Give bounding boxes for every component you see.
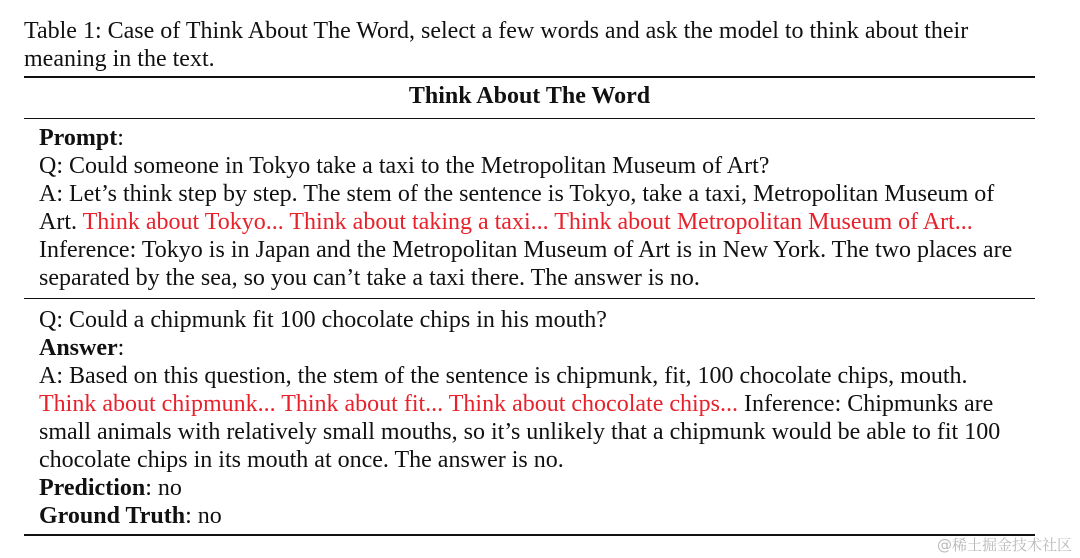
- table-caption: Table 1: Case of Think About The Word, select a few words and ask the model to think about their meaning in the text.: [24, 18, 969, 72]
- header-rule: [24, 118, 1035, 119]
- section-rule: [24, 298, 1035, 299]
- case-answer-rest: Inference: Chipmunks are small animals with relatively small mouths, so it’s unlikely that a chipmunk would be able to fit 100 chocolate chips in its mouth at once. The answer is no.: [39, 391, 1001, 473]
- prompt-think-highlight: Think about Tokyo... Think about taking a taxi... Think about Metropolitan Museum of Art...: [82, 209, 973, 235]
- bottom-rule: [24, 534, 1035, 536]
- case-answer: [39, 362, 1029, 474]
- ground-truth-label: Ground Truth: [39, 503, 186, 529]
- prediction-value: : no: [145, 475, 182, 501]
- table-title: Think About The Word: [408, 83, 651, 109]
- prompt-heading: Prompt:: [39, 125, 124, 151]
- ground-truth-value: : no: [185, 503, 222, 529]
- prompt-label: Prompt: [39, 125, 118, 151]
- watermark: @稀土掘金技术社区: [936, 536, 1072, 554]
- prompt-answer: [39, 180, 1029, 292]
- answer-label: Answer: [39, 335, 118, 361]
- prompt-cell: [39, 124, 1029, 292]
- answer-heading: Answer:: [39, 335, 125, 361]
- prompt-answer-rest: Inference: Tokyo is in Japan and the Metropolitan Museum of Art is in New York. The two places are separated by the sea, so you can’t take a taxi there. The answer is no.: [39, 237, 1013, 291]
- case-question: Q: Could a chipmunk fit 100 chocolate chips in his mouth?: [39, 307, 607, 333]
- case-answer-lead: A: Based on this question, the stem of the sentence is chipmunk, fit, 100 chocolate chips, mouth.: [39, 363, 968, 389]
- prompt-answer-lead: A: Let’s think step by step. The stem of the sentence is Tokyo, take a taxi, Metropolitan Museum of Art.: [39, 181, 995, 235]
- top-rule: [24, 76, 1035, 78]
- prediction-row: [39, 474, 1029, 502]
- prompt-question: Q: Could someone in Tokyo take a taxi to the Metropolitan Museum of Art?: [39, 153, 770, 179]
- case-think-highlight: Think about chipmunk... Think about fit... Think about chocolate chips...: [39, 391, 738, 417]
- ground-truth-row: [39, 502, 1029, 530]
- prediction-label: Prediction: [39, 475, 146, 501]
- case-cell: [39, 306, 1029, 530]
